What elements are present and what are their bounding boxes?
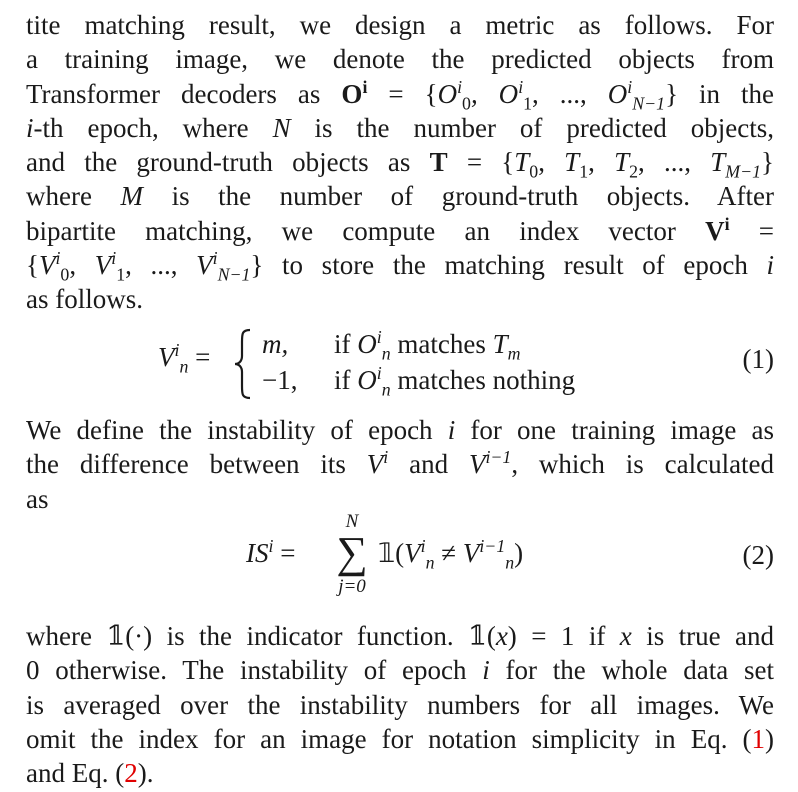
text-line: as follows. xyxy=(26,284,143,315)
equation-number: (1) xyxy=(742,344,774,374)
paragraph-instability-definition xyxy=(26,413,774,516)
equation-2 xyxy=(0,512,798,608)
paragraph-metric-definition xyxy=(26,8,774,317)
text-line: and the ground-truth objects as $T = \{T_0$, $T_1$, $T_2$, ..., $T_{M-1}$} xyxy=(26,147,775,182)
equation-number: (2) xyxy=(742,540,774,570)
text-line: omit the index for an image for notation simplicity in Eq. (1) xyxy=(26,723,774,754)
sum-upper-limit: N xyxy=(345,511,359,532)
sum-lower-limit: j=0 xyxy=(338,576,366,597)
text-line: We define the instability of epoch i for one training image as xyxy=(26,415,774,445)
text-line: the difference between its $V^i$ and $V^{i-1}$, which is calculated xyxy=(26,447,775,480)
text-line: {$V^i_0$, $V^i_1$, ..., $V^i_{N-1}$} to store the matching result of epoch i xyxy=(26,248,775,285)
case-row: m, if $O^i_n$ matches $T_m$ xyxy=(262,327,521,364)
text-line: i-th epoch, where N is the number of predicted objects, xyxy=(26,112,775,143)
equation-1 xyxy=(0,326,798,398)
equation-2-rhs: $𝟙(V^i_n \ne V^{i-1}_n)$ xyxy=(378,536,524,573)
text-line: where 𝟙(·) is the indicator function. 𝟙(x) = 1 if x is true and xyxy=(26,621,775,651)
equation-1-lhs: $V^i_n$ = xyxy=(158,340,211,377)
equation-2-lhs: $IS^i$ = xyxy=(246,536,296,568)
sigma-icon: ∑ xyxy=(336,528,368,577)
equation-ref-2[interactable]: 2 xyxy=(124,758,138,789)
text-line: 0 otherwise. The instability of epoch i for the whole data set xyxy=(26,655,774,686)
text-line: bipartite matching, we compute an index vector $V^i$ = xyxy=(26,213,774,246)
text-line: as xyxy=(26,483,49,514)
text-line: is averaged over the instability numbers for all images. We xyxy=(26,689,774,720)
text-line: where M is the number of ground-truth objects. After xyxy=(26,181,774,212)
paragraph-indicator-function xyxy=(26,619,774,790)
text-line: tite matching result, we design a metric as follows. For xyxy=(26,10,774,40)
equation-1-cases xyxy=(262,326,575,398)
equation-ref-1[interactable]: 1 xyxy=(751,723,765,754)
case-row: −1, if $O^i_n$ matches nothing xyxy=(262,363,576,400)
text-line: and Eq. (2). xyxy=(26,758,154,789)
left-brace-icon xyxy=(232,328,254,400)
text-line: a training image, we denote the predicted objects from xyxy=(26,44,774,75)
text-line: Transformer decoders as $O^i = \{O^i_0$, $O^i_1$, ..., $O^i_{N-1}$} in the xyxy=(26,76,775,113)
summation xyxy=(330,512,374,600)
